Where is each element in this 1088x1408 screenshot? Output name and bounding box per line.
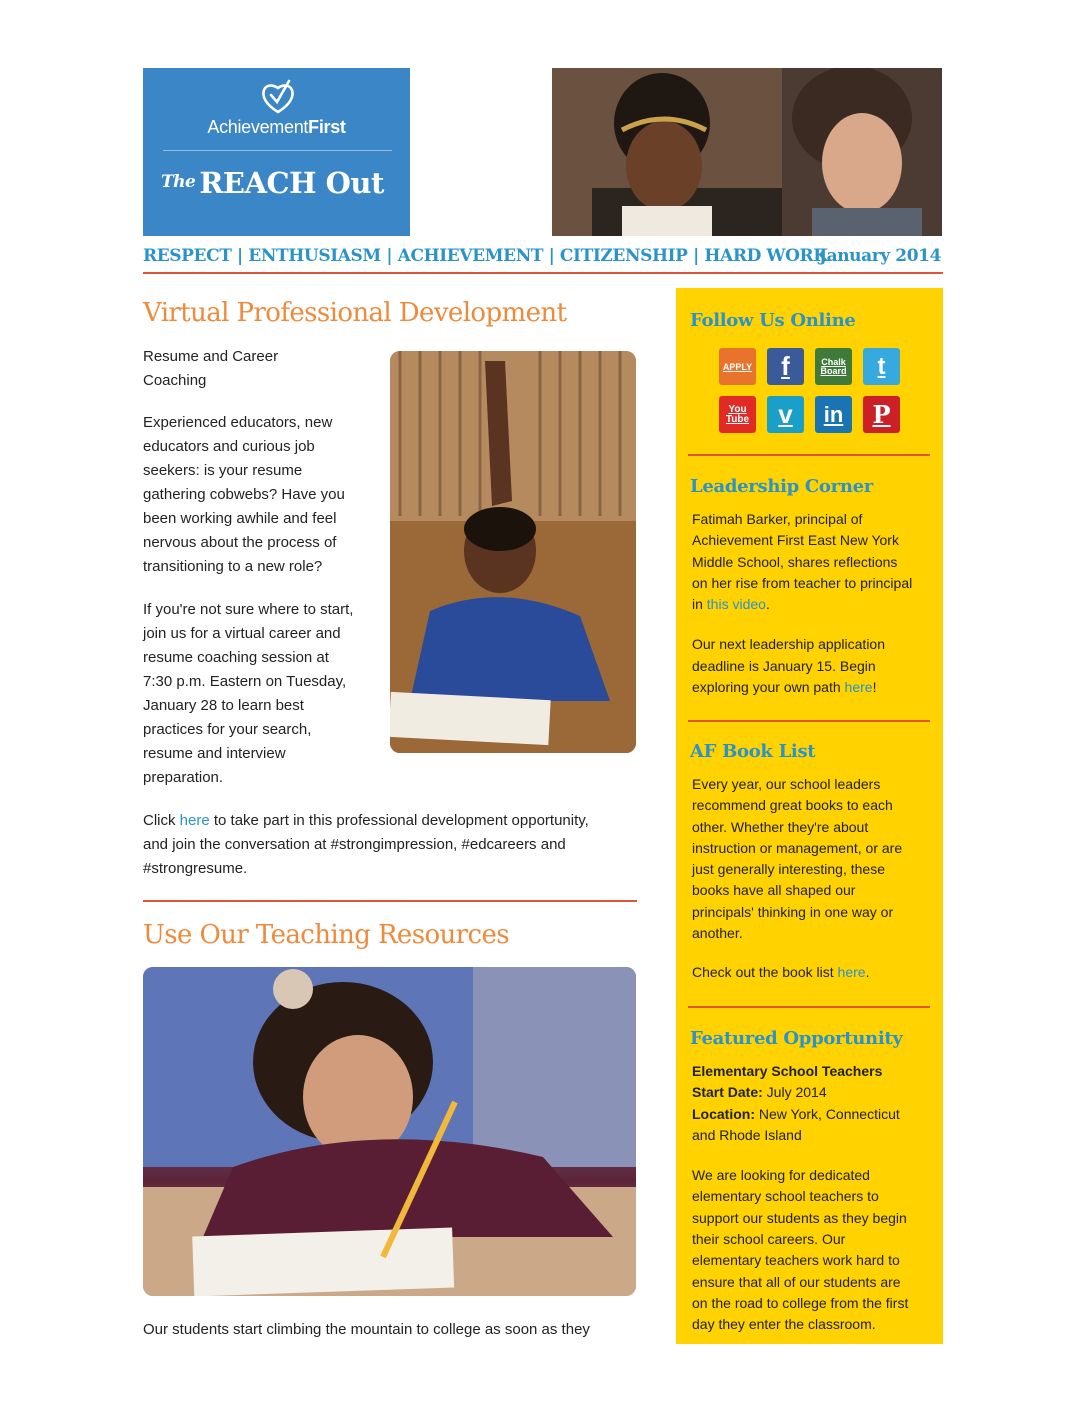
photo-girl-illustration: [143, 967, 636, 1296]
leadership-text: [692, 509, 932, 698]
text-line: educators and curious job: [143, 438, 315, 455]
text-line: nervous about the process of: [143, 534, 337, 551]
text-line: Our next leadership application: [692, 636, 886, 653]
text-span: to take part in this professional development opportunity,: [209, 812, 589, 829]
paragraph-students-climbing: Our students start climbing the mountain to college as soon as they: [143, 1321, 590, 1338]
text-line: Middle School, shares reflections: [692, 553, 898, 570]
vimeo-icon[interactable]: v: [767, 396, 804, 433]
sidebar: [676, 288, 943, 1344]
text-span: .: [765, 596, 770, 613]
text-line: on her rise from teacher to principal: [692, 574, 913, 591]
text-line: and Rhode Island: [692, 1126, 802, 1143]
text-line: resume and interview: [143, 745, 286, 762]
spacer: [692, 1146, 932, 1165]
text-line: practices for your search,: [143, 721, 312, 738]
text-line: day they enter the classroom.: [692, 1316, 876, 1333]
text-span: .: [865, 964, 870, 981]
text-line: another.: [692, 925, 743, 942]
leadership-apply-link[interactable]: here: [844, 679, 873, 696]
text-line: [692, 1104, 932, 1125]
subhead-resume-coaching: [143, 345, 383, 393]
subhead-line: Resume and Career: [143, 348, 279, 365]
text-line: If you're not sure where to start,: [143, 601, 354, 618]
text-line: been working awhile and feel: [143, 510, 337, 527]
apply-icon[interactable]: APPLY: [719, 348, 756, 385]
photo-boy-raising-hand: [390, 351, 636, 753]
start-date-value: July 2014: [762, 1084, 827, 1101]
section-title-virtual-pd: Virtual Professional Development: [143, 298, 567, 328]
text-line: support our students as they begin: [692, 1209, 907, 1226]
text-span: exploring your own path: [692, 679, 845, 696]
pinterest-icon[interactable]: P: [863, 396, 900, 433]
values-list: RESPECT | ENTHUSIASM | ACHIEVEMENT | CITIZENSHIP | HARD WORK: [143, 246, 828, 266]
text-line: We are looking for dedicated: [692, 1167, 870, 1184]
text-span: in: [692, 596, 707, 613]
text-line: seekers: is your resume: [143, 462, 303, 479]
photo-boy-illustration: [390, 351, 636, 753]
text-line: [692, 962, 932, 983]
text-line: [692, 594, 932, 615]
text-line: [692, 1082, 932, 1103]
text-span: !: [872, 679, 877, 696]
issue-date: January 2014: [818, 246, 941, 266]
sidebar-title-follow: Follow Us Online: [690, 310, 856, 331]
linkedin-icon[interactable]: in: [815, 396, 852, 433]
twitter-icon[interactable]: t: [863, 348, 900, 385]
text-line: transitioning to a new role?: [143, 558, 323, 575]
text-span: Click: [143, 812, 180, 829]
org-name: AchievementFirst: [207, 117, 346, 137]
text-line: 7:30 p.m. Eastern on Tuesday,: [143, 673, 347, 690]
photo-girl-writing: [143, 967, 636, 1296]
publication-title: $^{The}$ REACH Out: [161, 166, 384, 200]
paragraph-intro: [143, 411, 383, 579]
text-line: Experienced educators, new: [143, 414, 333, 431]
sidebar-divider: [688, 454, 930, 456]
text-line: preparation.: [143, 769, 224, 786]
text-line: ensure that all of our students are: [692, 1273, 901, 1290]
sidebar-title-leadership: Leadership Corner: [690, 476, 873, 497]
text-line: elementary school teachers to: [692, 1188, 879, 1205]
apple-check-logo-icon: [259, 78, 297, 116]
section-divider: [143, 900, 637, 902]
sidebar-title-featured: Featured Opportunity: [690, 1028, 903, 1049]
text-line: Achievement First East New York: [692, 532, 899, 549]
start-date-label: Start Date:: [692, 1084, 763, 1101]
text-line: and join the conversation at #strongimpression, #edcareers and: [143, 836, 566, 853]
leadership-video-link[interactable]: this video: [706, 596, 766, 613]
paragraph-session: [143, 598, 383, 790]
text-line: elementary teachers work hard to: [692, 1252, 900, 1269]
sidebar-divider: [688, 1006, 930, 1008]
text-line: [692, 677, 932, 698]
logo-block: [143, 68, 410, 236]
text-line: resume coaching session at: [143, 649, 329, 666]
text-line: other. Whether they're about: [692, 818, 869, 835]
text-line: on the road to college from the first: [692, 1294, 909, 1311]
text-line: January 28 to learn best: [143, 697, 304, 714]
facebook-icon[interactable]: f: [767, 348, 804, 385]
location-label: Location:: [692, 1105, 755, 1122]
text-line: their school careers. Our: [692, 1231, 846, 1248]
header-divider: [143, 272, 943, 274]
chalkboard-icon[interactable]: Chalk Board: [815, 348, 852, 385]
text-line: just generally interesting, these: [692, 861, 885, 878]
spacer: [692, 944, 932, 962]
paragraph-click-here: [143, 809, 637, 881]
text-line: gathering cobwebs? Have you: [143, 486, 345, 503]
booklist-text: [692, 774, 932, 984]
text-line: join us for a virtual career and: [143, 625, 341, 642]
text-line: books have all shaped our: [692, 882, 856, 899]
text-line: [143, 809, 637, 833]
booklist-link[interactable]: here: [837, 964, 866, 981]
text-line: recommend great books to each: [692, 797, 893, 814]
subhead-line: Coaching: [143, 372, 207, 389]
text-line: instruction or management, or are: [692, 839, 903, 856]
logo-divider: [163, 150, 392, 151]
text-line: principals' thinking in one way or: [692, 903, 894, 920]
spacer: [692, 615, 932, 634]
featured-role: Elementary School Teachers: [692, 1063, 883, 1079]
text-line: deadline is January 15. Begin: [692, 657, 876, 674]
featured-text: [692, 1061, 932, 1336]
text-line: Every year, our school leaders: [692, 776, 881, 792]
youtube-icon[interactable]: You Tube: [719, 396, 756, 433]
header-photo-illustration: [552, 68, 942, 236]
text-span: Check out the book list: [692, 964, 838, 981]
header-photo-student-teacher: [552, 68, 942, 236]
sidebar-title-booklist: AF Book List: [690, 741, 816, 762]
text-line: Fatimah Barker, principal of: [692, 511, 863, 527]
sidebar-divider: [688, 720, 930, 722]
text-line: #strongresume.: [143, 860, 248, 877]
location-value: New York, Connecticut: [755, 1105, 900, 1122]
pd-signup-link[interactable]: here: [179, 812, 210, 829]
values-bar: [143, 246, 943, 272]
section-title-teaching-resources: Use Our Teaching Resources: [143, 920, 509, 950]
